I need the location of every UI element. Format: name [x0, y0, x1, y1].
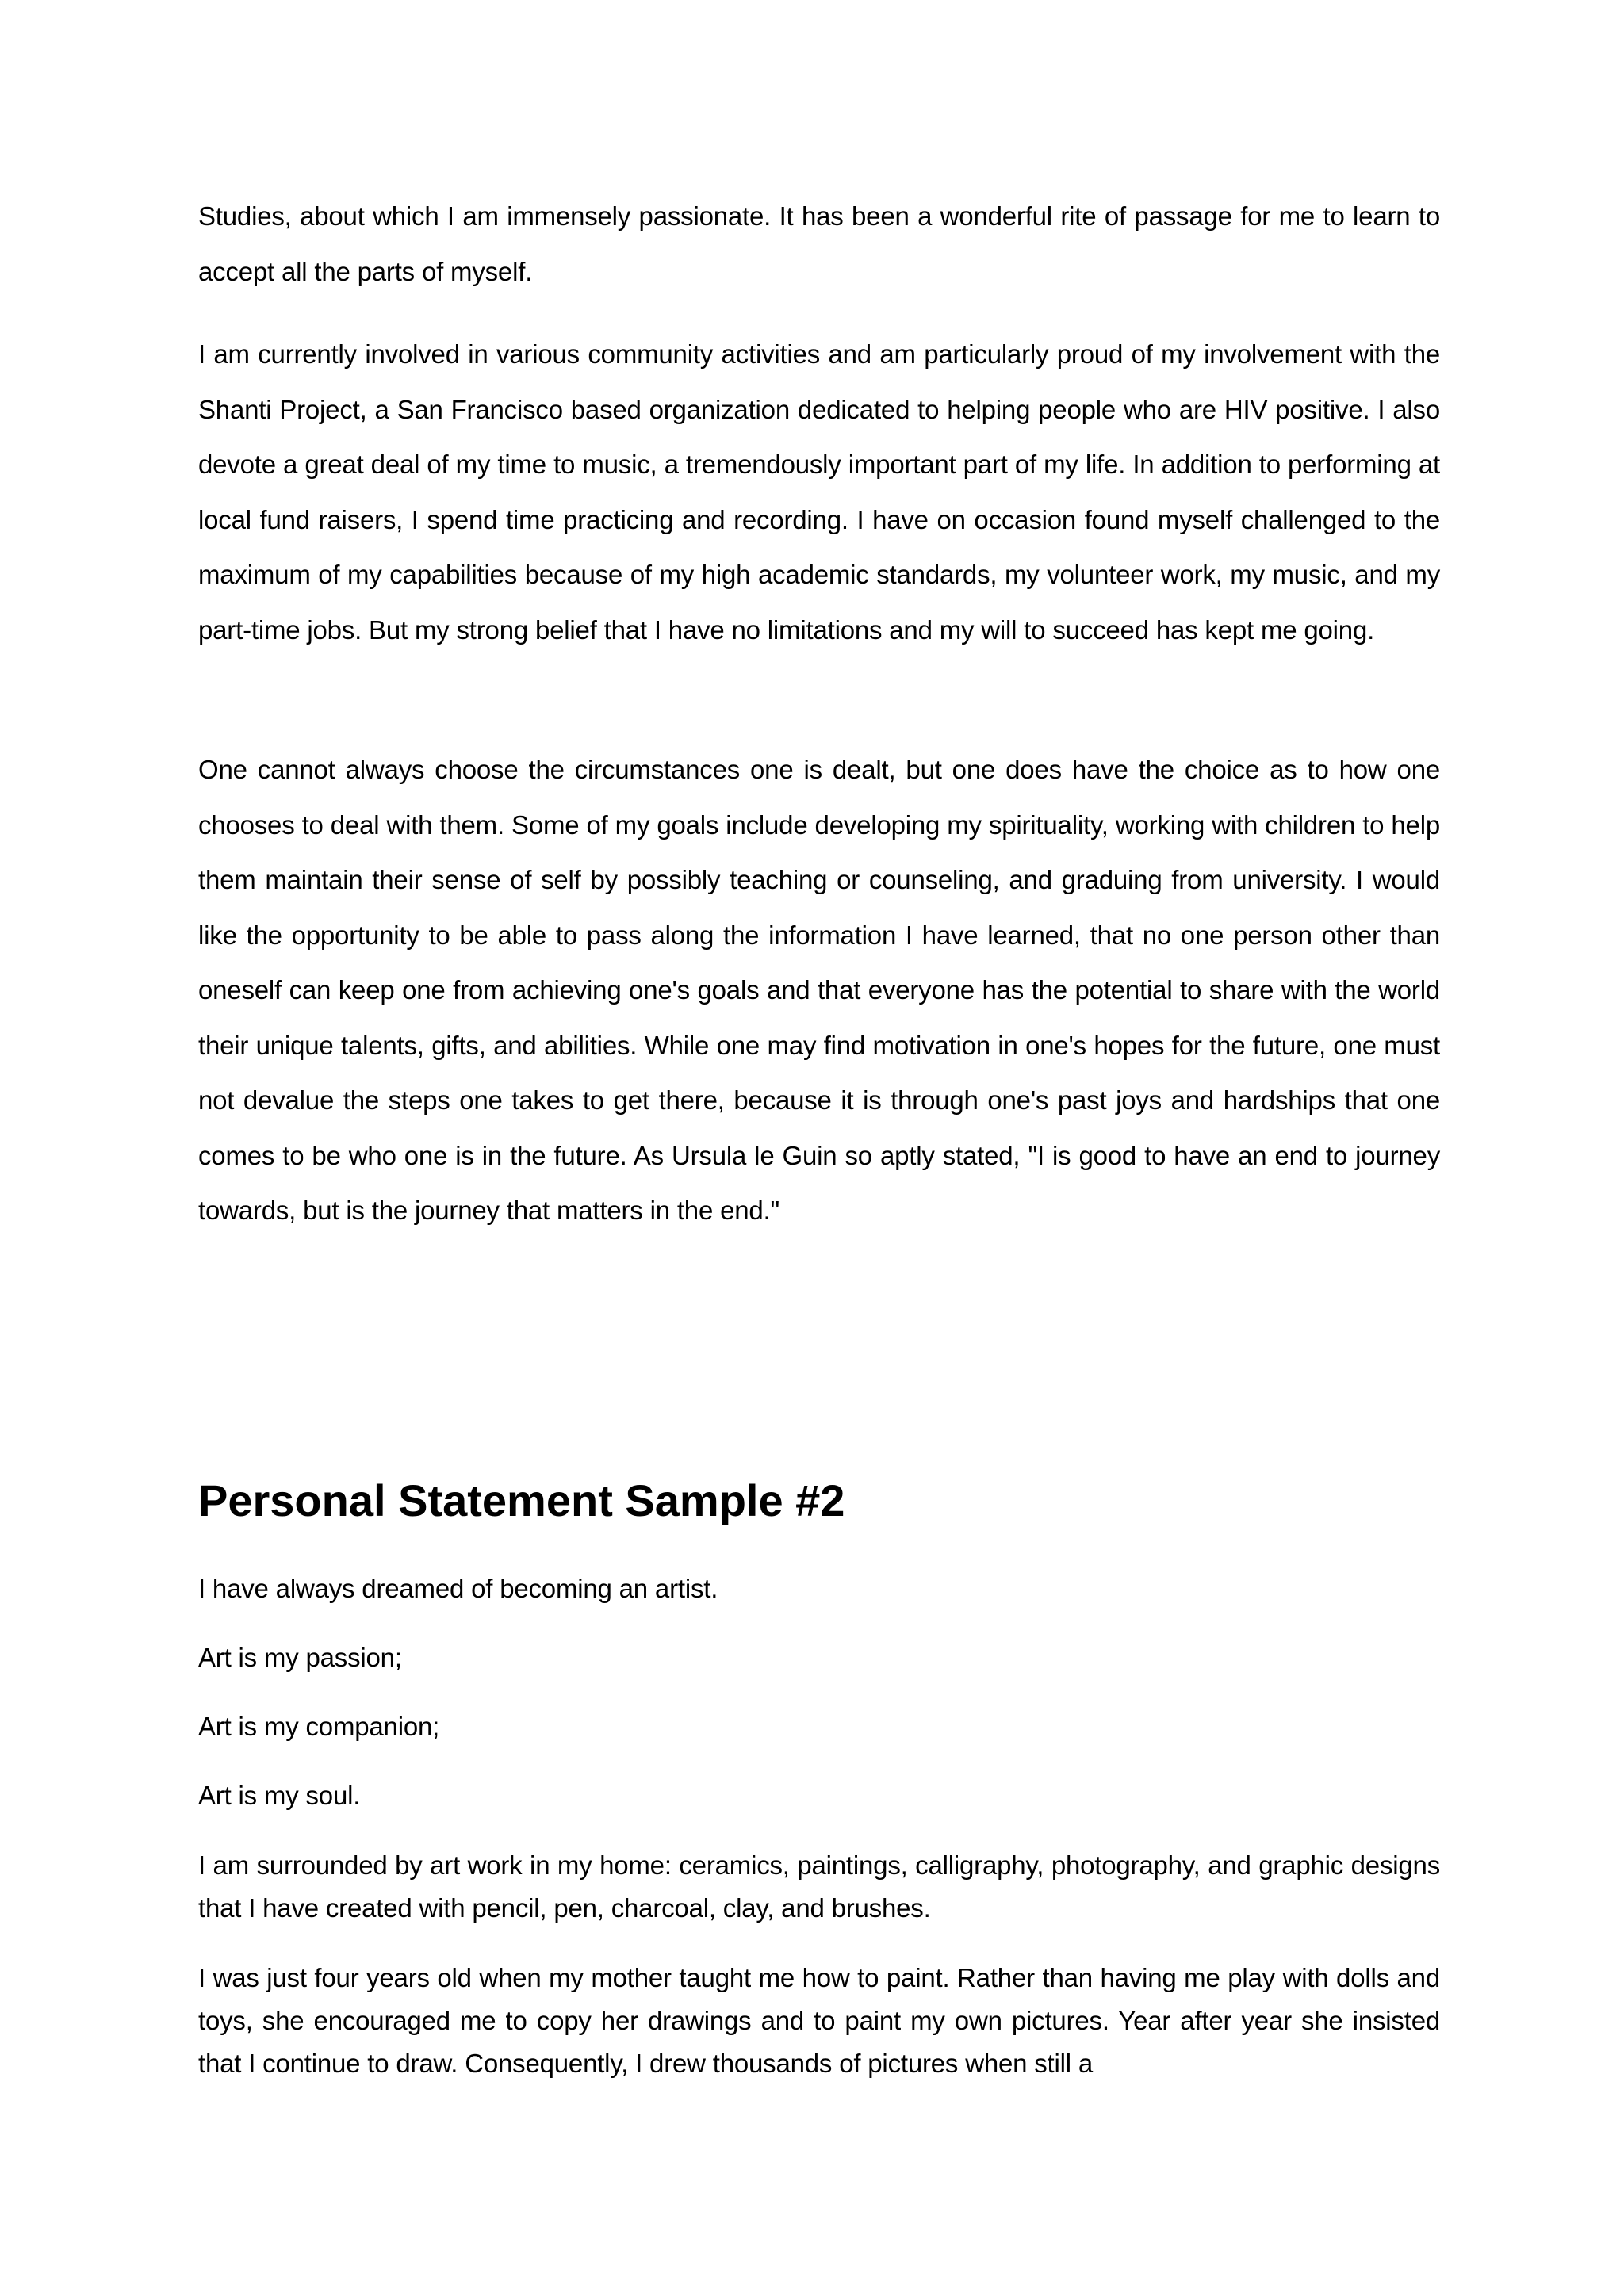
paragraph-circumstances: One cannot always choose the circumstances one is dealt, but one does have the choice as to how one chooses to deal with them. Some of my goals include developing my spirituality, working with children to help them maintain their sense of self by possibly teaching or counseling, and graduing from university. I would like the opportunity to be able to pass along the information I have learned, that no one person other than oneself can keep one from achieving one's goals and that everyone has the potential to share with the world their unique talents, gifts, and abilities. While one may find motivation in one's hopes for the future, one must not devalue the steps one takes to get there, because it is through one's past joys and hardships that one comes to be who one is in the future. As Ursula le Guin so aptly stated, "I is good to have an end to journey towards, but is the journey that matters in the end." [198, 755, 1440, 1225]
paragraph-surrounded-by-art: I am surrounded by art work in my home: ceramics, paintings, calligraphy, photography, and graphic designs that I have created with pencil, pen, charcoal, clay, and brushes. [198, 1850, 1440, 1923]
paragraph-art-passion: Art is my passion; [198, 1643, 402, 1672]
paragraph-community-activities: I am currently involved in various community activities and am particularly proud of my involvement with the Shanti Project, a San Francisco based organization dedicated to helping people who are HIV positive. I also devote a great deal of my time to music, a tremendously important part of my life. In addition to performing at local fund raisers, I spend time practicing and recording. I have on occasion found myself challenged to the maximum of my capabilities because of my high academic standards, my volunteer work, my music, and my part-time jobs. But my strong belief that I have no limitations and my will to succeed has kept me going. [198, 339, 1440, 645]
paragraph-art-soul: Art is my soul. [198, 1781, 361, 1810]
paragraph-studies: Studies, about which I am immensely passionate. It has been a wonderful rite of passage for me to learn to accept all the parts of myself. [198, 201, 1440, 286]
section-heading: Personal Statement Sample #2 [198, 1475, 845, 1525]
paragraph-four-years-old: I was just four years old when my mother taught me how to paint. Rather than having me play with dolls and toys, she encouraged me to copy her drawings and to paint my own pictures. Year after year she insisted that I continue to draw. Consequently, I drew thousands of pictures when still a [198, 1963, 1440, 2078]
paragraph-dreamed-artist: I have always dreamed of becoming an artist. [198, 1574, 718, 1603]
paragraph-art-companion: Art is my companion; [198, 1712, 440, 1741]
